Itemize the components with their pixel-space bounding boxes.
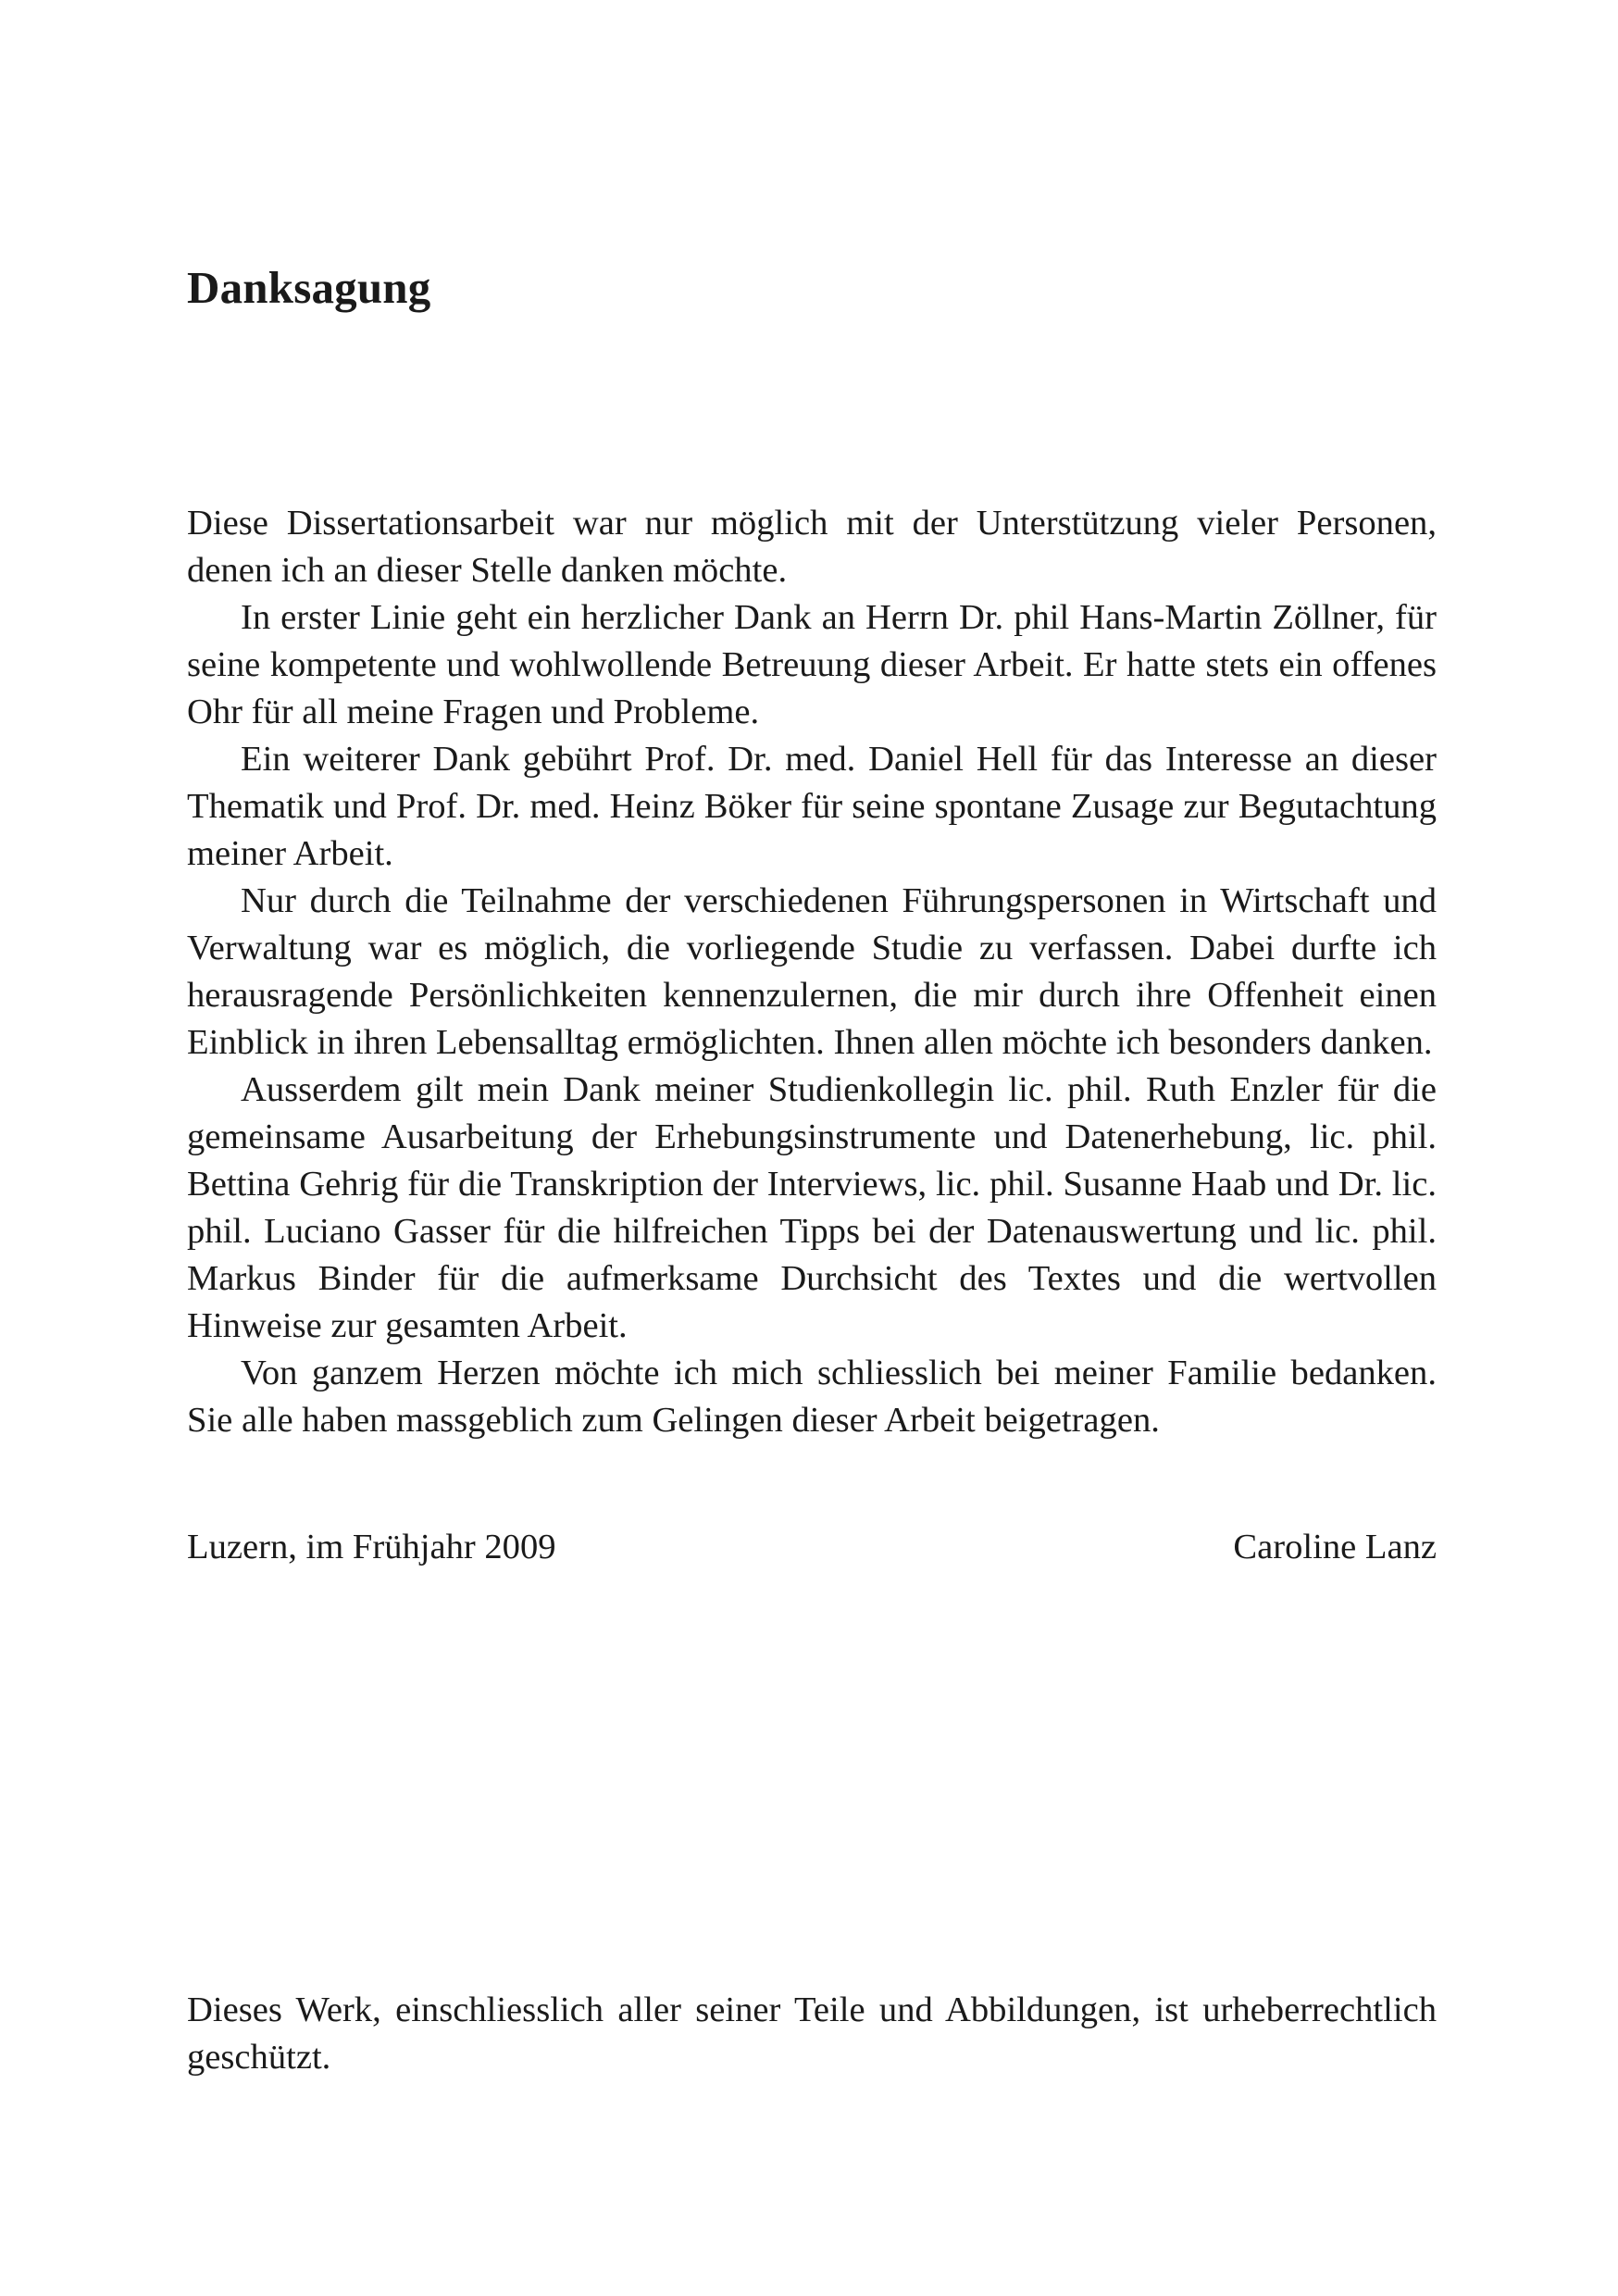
paragraph-participants: Nur durch die Teilnahme der verschiedenen Führungspersonen in Wirtschaft und Verwaltung war es möglich, die vorliegende Studie zu verfassen. Dabei durfte ich herausragende Persönlichkeiten kennenzulernen, die mir durch ihre Offenheit einen Einblick in ihren Lebensalltag ermöglichten. Ihnen allen möchte ich besonders danken. [187, 881, 1437, 1062]
signature-line [187, 1524, 1437, 1571]
place-date: Luzern, im Frühjahr 2009 [187, 1528, 556, 1566]
author-name: Caroline Lanz [1233, 1528, 1437, 1566]
paragraph-family: Von ganzem Herzen möchte ich mich schliesslich bei meiner Familie bedanken. Sie alle haben massgeblich zum Gelingen dieser Arbeit beigetragen. [187, 1354, 1437, 1440]
page-title: Danksagung [187, 262, 431, 313]
copyright-notice: Dieses Werk, einschliesslich aller seiner Teile und Abbildungen, ist urheberrechtlich geschützt. [187, 1990, 1437, 2077]
paragraph-supervisor: In erster Linie geht ein herzlicher Dank an Herrn Dr. phil Hans-Martin Zöllner, für seine kompetente und wohlwollende Betreuung dieser Arbeit. Er hatte stets ein offenes Ohr für all meine Fragen und Probleme. [187, 598, 1437, 731]
paragraph-intro: Diese Dissertationsarbeit war nur möglich mit der Unterstützung vieler Personen, denen ich an dieser Stelle danken möchte. [187, 504, 1437, 590]
paragraph-colleagues: Ausserdem gilt mein Dank meiner Studienkollegin lic. phil. Ruth Enzler für die gemeinsame Ausarbeitung der Erhebungsinstrumente und Datenerhebung, lic. phil. Bettina Gehrig für die Transkription der Interviews, lic. phil. Susanne Haab und Dr. lic. phil. Luciano Gasser für die hilfreichen Tipps bei der Datenauswertung und lic. phil. Markus Binder für die aufmerksame Durchsicht des Textes und die wertvollen Hinweise zur gesamten Arbeit. [187, 1070, 1437, 1345]
acknowledgement-body [187, 500, 1437, 1444]
paragraph-professors: Ein weiterer Dank gebührt Prof. Dr. med. Daniel Hell für das Interesse an dieser Thematik und Prof. Dr. med. Heinz Böker für seine spontane Zusage zur Begutachtung meiner Arbeit. [187, 740, 1437, 873]
